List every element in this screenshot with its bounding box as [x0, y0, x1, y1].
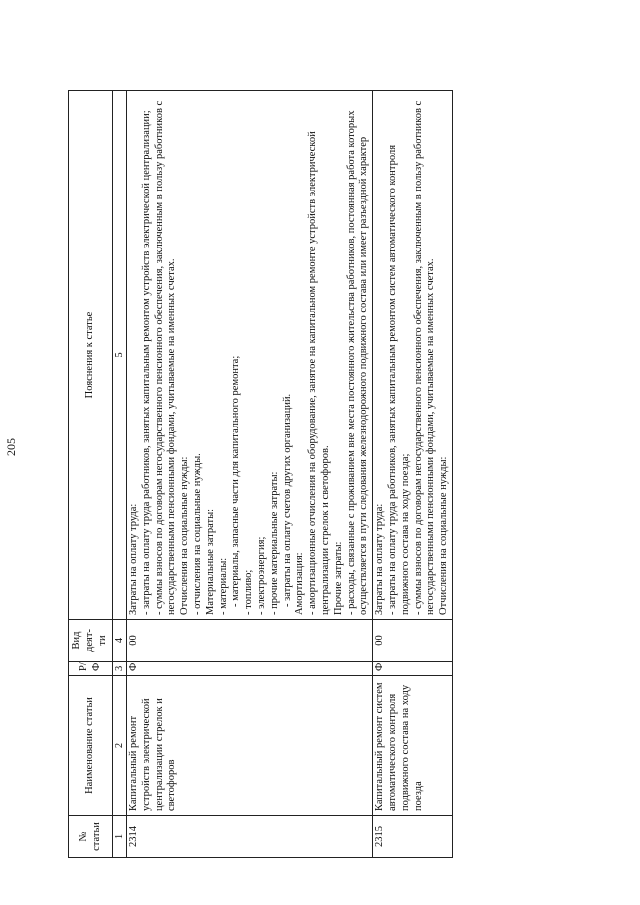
header-row [69, 91, 113, 858]
explanation-line: Затраты на оплату труда: [374, 503, 386, 615]
explanation-line: Прочие затраты: [332, 541, 344, 615]
explanation-line: Отчисления на социальные нужды: [438, 456, 450, 615]
explanation-line: Отчисления на социальные нужды: [179, 456, 191, 615]
explanation-line: - прочие материальные затраты: [268, 471, 280, 615]
explanation-line: Затраты на оплату труда: [128, 503, 139, 615]
article-rf: Ф [127, 662, 373, 676]
explanation-line: - затраты на оплату труда работников, занятых капитальным ремонтом систем автоматического контроля подвижного состава на ходу поезда; [386, 144, 411, 615]
explanation-line: Амортизация: [294, 552, 306, 615]
column-number: 2 [113, 676, 127, 816]
article-code: 2314 [127, 816, 373, 858]
explanation-line: - амортизационные отчисления на оборудование, занятое на капитальном ремонте устройств электрической централизации стрелок и светофоров. [307, 131, 331, 615]
column-number: 5 [113, 91, 127, 620]
explanation-line: - топливо; [243, 569, 255, 615]
explanation-line: - материалы, запасные части для капитального ремонта; [230, 355, 242, 607]
header-article-no: № статьи [69, 816, 113, 858]
article-name: Капитальный ремонт систем автоматического контроля подвижного состава на ходу поезда [373, 676, 453, 816]
table-row [373, 91, 453, 858]
header-explanations: Пояснения к статье [69, 91, 113, 620]
header-activity-type: Вид деят-ти [69, 620, 113, 662]
article-explanation [373, 91, 453, 620]
article-rf: Ф [373, 662, 453, 676]
column-number: 4 [113, 620, 127, 662]
page-number: 205 [4, 438, 18, 456]
column-number: 1 [113, 816, 127, 858]
explanation-line: - материалы: [217, 557, 229, 615]
explanation-line: - затраты на оплату счетов других организаций. [281, 393, 293, 607]
article-activity: 00 [373, 620, 453, 662]
article-code: 2315 [373, 816, 453, 858]
explanation-line: - электроэнергия; [255, 536, 267, 615]
article-activity: 00 [127, 620, 373, 662]
explanation-line: - затраты на оплату труда работников, занятых капитальным ремонтом устройств электрической централизации; [140, 110, 152, 615]
column-number-row [113, 91, 127, 858]
explanation-line: - отчисления на социальные нужды. [191, 453, 203, 615]
document-sheet [68, 90, 552, 858]
explanation-line: - суммы взносов по договорам негосударственного пенсионного обеспечения, заключенным в пользу работников с негосударственными пенсионными фондами, учитываемые на именных счетах. [153, 100, 178, 615]
table-row [127, 91, 373, 858]
header-rf: Р/ Ф [69, 662, 113, 676]
article-name: Капитальный ремонт устройств электрической централизации стрелок и светофоров [127, 676, 373, 816]
column-number: 3 [113, 662, 127, 676]
explanation-line: Материальные затраты: [204, 508, 216, 615]
explanation-line: - расходы, связанные с проживанием вне места постоянного жительства работников, постоянная работа которых осуществляется в пути следования железнодорожного подвижного состава или имеет разъездной характер [345, 110, 370, 615]
articles-table [68, 90, 453, 858]
explanation-line: - суммы взносов по договорам негосударственного пенсионного обеспечения, заключенным в пользу работников с негосударственными пенсионными фондами, учитываемые на именных счетах. [412, 100, 437, 615]
header-article-name: Наименование статьи [69, 676, 113, 816]
article-explanation [127, 91, 373, 620]
